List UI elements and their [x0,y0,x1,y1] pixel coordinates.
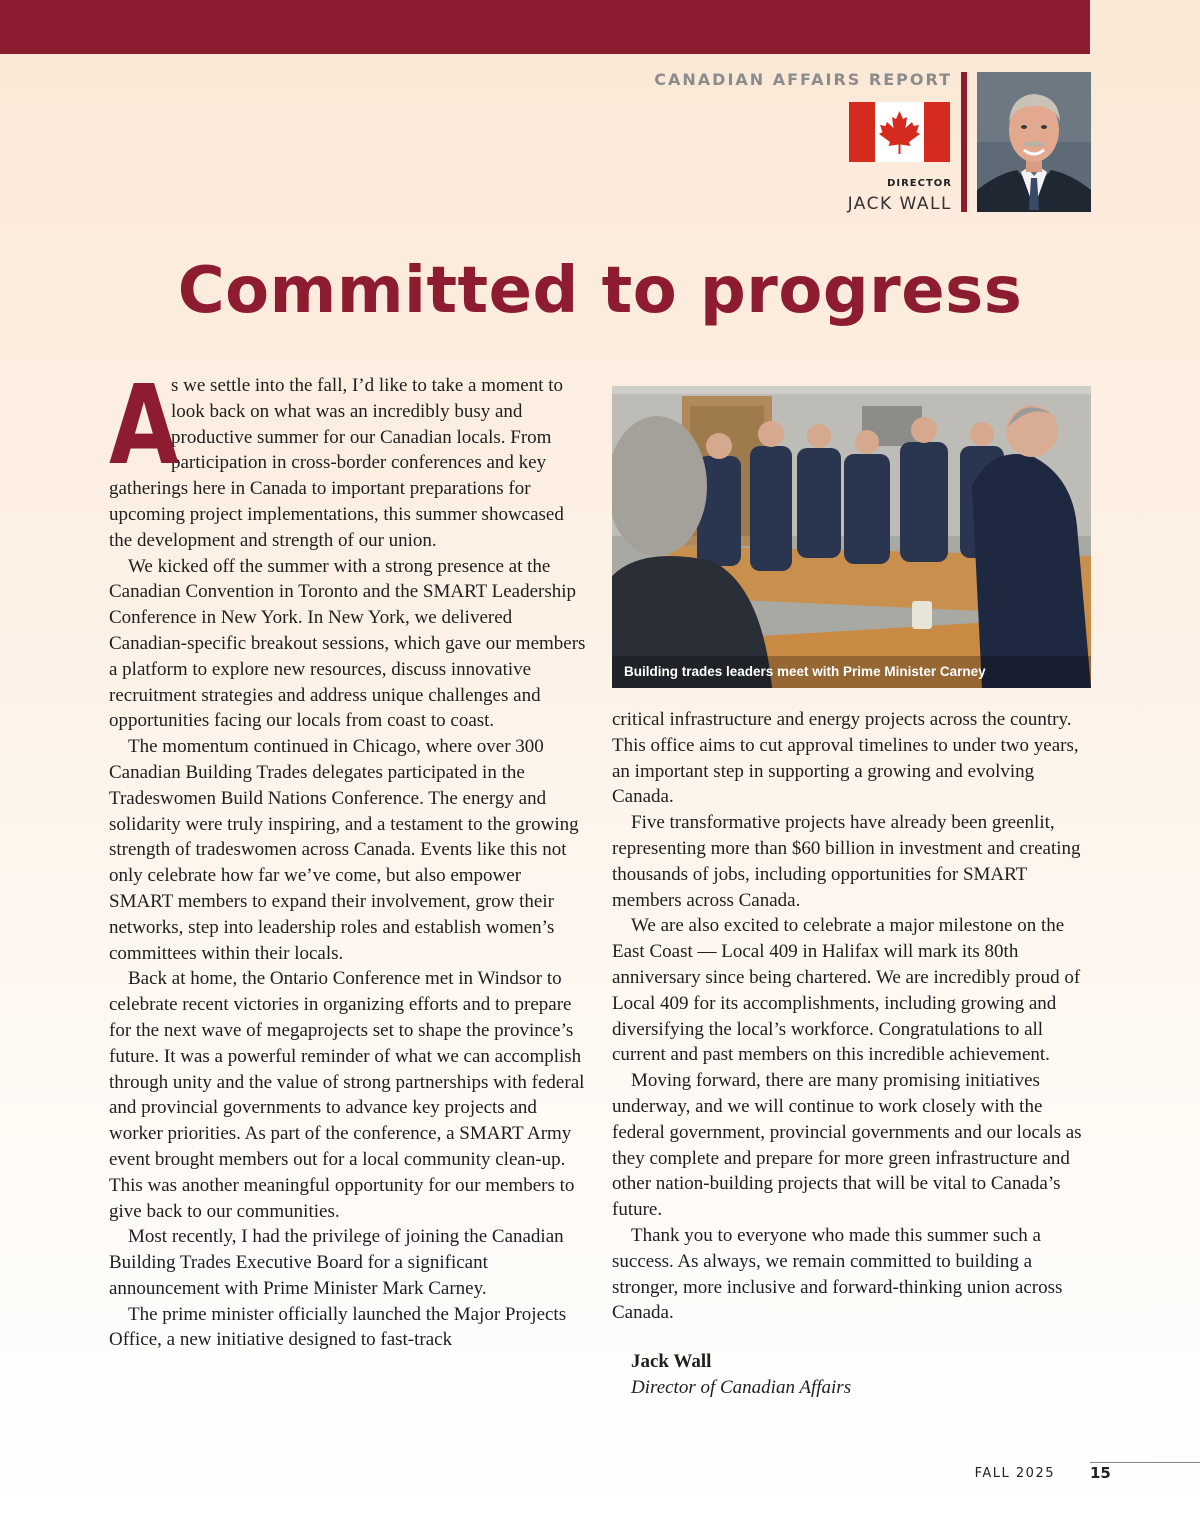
article-left-column [109,361,587,1353]
article-paragraph: Thank you to everyone who made this summer such a success. As always, we remain committed to building a stronger, more inclusive and forward-thinking union across Canada. [612,1224,1063,1324]
signature-name: Jack Wall [631,1351,712,1373]
header-divider [961,72,967,212]
canada-flag-icon [849,102,950,162]
meeting-photo [612,386,1091,688]
article-paragraph: Back at home, the Ontario Conference met in Windsor to celebrate recent victories in organizing efforts and to prepare for the next wave of megaprojects set to shape the province’s future. It was a powerful reminder of what we can accomplish through unity and the value of strong partnerships with federal and provincial governments to advance key projects and worker priorities. As part of the conference, a SMART Army event brought members out for a local community clean-up. This was another meaningful opportunity for our members to give back to our communities. [109,968,585,1222]
article-right-column [612,707,1090,1401]
article-paragraph: The momentum continued in Chicago, where over 300 Canadian Building Trades delegates participated in the Tradeswomen Build Nations Conference. The energy and solidarity were truly inspiring, and a testament to the growing strength of tradeswomen across Canada. Events like this not only celebrate how far we’ve come, but also empower SMART members to expand their involvement, grow their networks, step into leadership roles and establish women’s committees within their locals. [109,736,579,964]
article-paragraph: Five transformative projects have already been greenlit, representing more than $60 billion in investment and creating thousands of jobs, including opportunities for SMART members across Canada. [612,812,1081,911]
director-name: JACK WALL [847,194,952,214]
drop-cap: A [109,361,179,489]
article-paragraph: We kicked off the summer with a strong presence at the Canadian Convention in Toronto and the SMART Leadership Conference in New York. In New York, we delivered Canadian-specific breakout sessions, which gave our members a platform to explore new resources, discuss innovative recruitment strategies and address unique challenges and opportunities facing our locals from coast to coast. [109,555,586,732]
page-number: 15 [1090,1464,1111,1482]
article-paragraph: Moving forward, there are many promising initiatives underway, and we will continue to work closely with the federal government, provincial governments and our locals as they complete and prepare for more green infrastructure and other nation-building projects that will be vital to Canada’s future. [612,1070,1082,1221]
article-paragraph: Most recently, I had the privilege of joining the Canadian Building Trades Executive Board for a significant announcement with Prime Minister Mark Carney. [109,1226,564,1299]
signature-title: Director of Canadian Affairs [631,1376,852,1398]
footer-rule [1090,1462,1200,1463]
article-paragraph: A s we settle into the fall, I’d like to take a moment to look back on what was an incredibly busy and productive summer for our Canadian locals. From participation in cross-border conferences and key gatherings here in Canada to important preparations for upcoming project implementations, this summer showcased the development and strength of our union. [109,361,564,551]
headline: Committed to progress [177,254,1023,328]
footer-issue: FALL 2025 [974,1466,1055,1481]
top-banner [0,0,1090,54]
article-paragraph: We are also excited to celebrate a major milestone on the East Coast — Local 409 in Halifax will mark its 80th anniversary since being chartered. We are incredibly proud of Local 409 for its accomplishments, including growing and diversifying the local’s workforce. Congratulations to all current and past members on this incredible achievement. [612,915,1081,1066]
article-paragraph: critical infrastructure and energy projects across the country. This office aims to cut approval timelines to under two years, an important step in supporting a growing and evolving Canada. [612,709,1079,808]
director-role: DIRECTOR [887,178,952,189]
photo-caption: Building trades leaders meet with Prime Minister Carney [624,664,986,679]
section-title: CANADIAN AFFAIRS REPORT [654,70,952,89]
article-paragraph: The prime minister officially launched the Major Projects Office, a new initiative designed to fast-track [109,1303,567,1351]
signature-block [612,1349,1090,1401]
director-portrait-icon [977,72,1091,212]
